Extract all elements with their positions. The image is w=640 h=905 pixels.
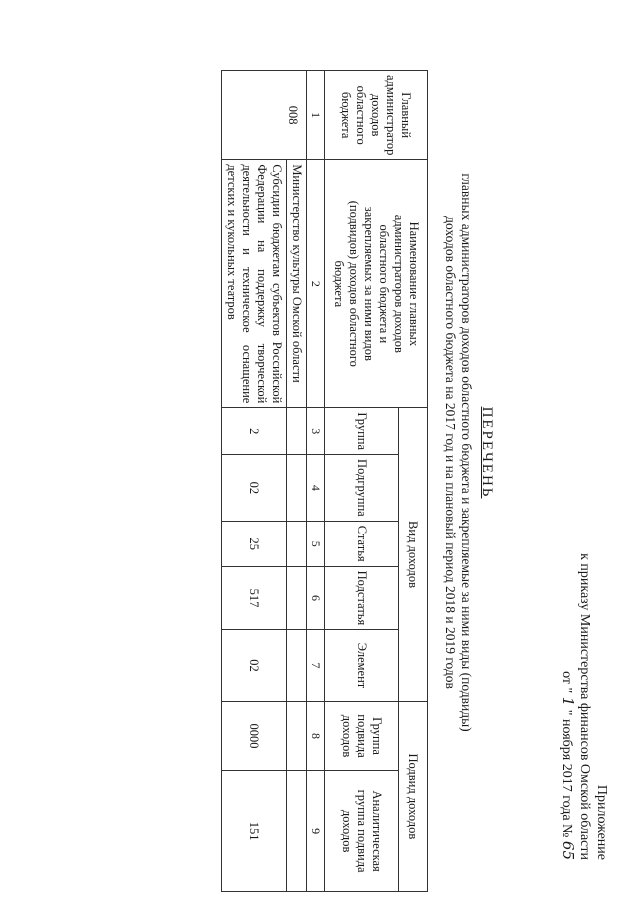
admin-code-cell: 008 [222,71,307,160]
appendix-date-line [558,553,576,860]
value-cell [287,630,307,702]
date-prefix: от " [559,671,574,694]
header-element: Элемент [325,630,399,702]
value-cell [287,771,307,892]
col-number: 5 [307,521,325,566]
name-cell: Субсидии бюджетам субъектов Российской Федерации на поддержку творческой деятельности и техническое оснащение детских и кукольных театров [222,160,287,408]
header-vid-dohodov: Вид доходов [398,408,427,701]
header-podgruppa: Подгруппа [325,455,399,522]
header-admin: Главный администратор доходов областного бюджета [325,71,428,160]
col-number: 2 [307,160,325,408]
header-name: Наименование главных администраторов доходов областного бюджета и закрепляемых за ними видов (подвидов) доходов областного бюджета [325,160,428,408]
value-cell [287,701,307,771]
value-cell [287,566,307,630]
value-cell: 0000 [222,701,287,771]
appendix-label: Приложение [594,784,609,860]
value-cell: 25 [222,521,287,566]
document-subtitle-line2: доходов областного бюджета на 2017 год и на плановый период 2018 и 2019 годов [443,216,458,689]
appendix-order-ref: к приказу Министерства финансов Омской области [577,553,592,860]
header-analit-gruppa: Аналитическая группа подвида доходов [325,771,399,892]
header-statya: Статья [325,521,399,566]
col-number: 4 [307,455,325,522]
value-cell [287,455,307,522]
value-cell: 2 [222,408,287,455]
header-podstatya: Подстатья [325,566,399,630]
handwritten-number: 65 [559,840,577,860]
header-gruppa: Группа [325,408,399,455]
appendix-block [558,553,610,860]
header-gruppa-podvida: Группа подвида доходов [325,701,399,771]
table-row [222,71,287,892]
col-number: 6 [307,566,325,630]
revenue-table [221,70,428,892]
column-number-row [307,71,325,892]
value-cell: 02 [222,455,287,522]
date-middle: " ноября 2017 года № [559,709,574,838]
table-row [287,71,307,892]
col-number: 7 [307,630,325,702]
header-podvid-dohodov: Подвид доходов [398,701,427,891]
value-cell: 02 [222,630,287,702]
handwritten-day: 1 [559,696,577,707]
col-number: 1 [307,71,325,160]
col-number: 8 [307,701,325,771]
value-cell [287,521,307,566]
col-number: 9 [307,771,325,892]
name-cell: Министерство культуры Омской области [287,160,307,408]
title-block [442,0,495,905]
value-cell: 517 [222,566,287,630]
col-number: 3 [307,408,325,455]
value-cell: 151 [222,771,287,892]
document-title: ПЕРЕЧЕНЬ [479,406,495,499]
document-subtitle-line1: главных администраторов доходов областного бюджета и закрепляемые за ними виды (подвиды) [459,173,474,732]
value-cell [287,408,307,455]
